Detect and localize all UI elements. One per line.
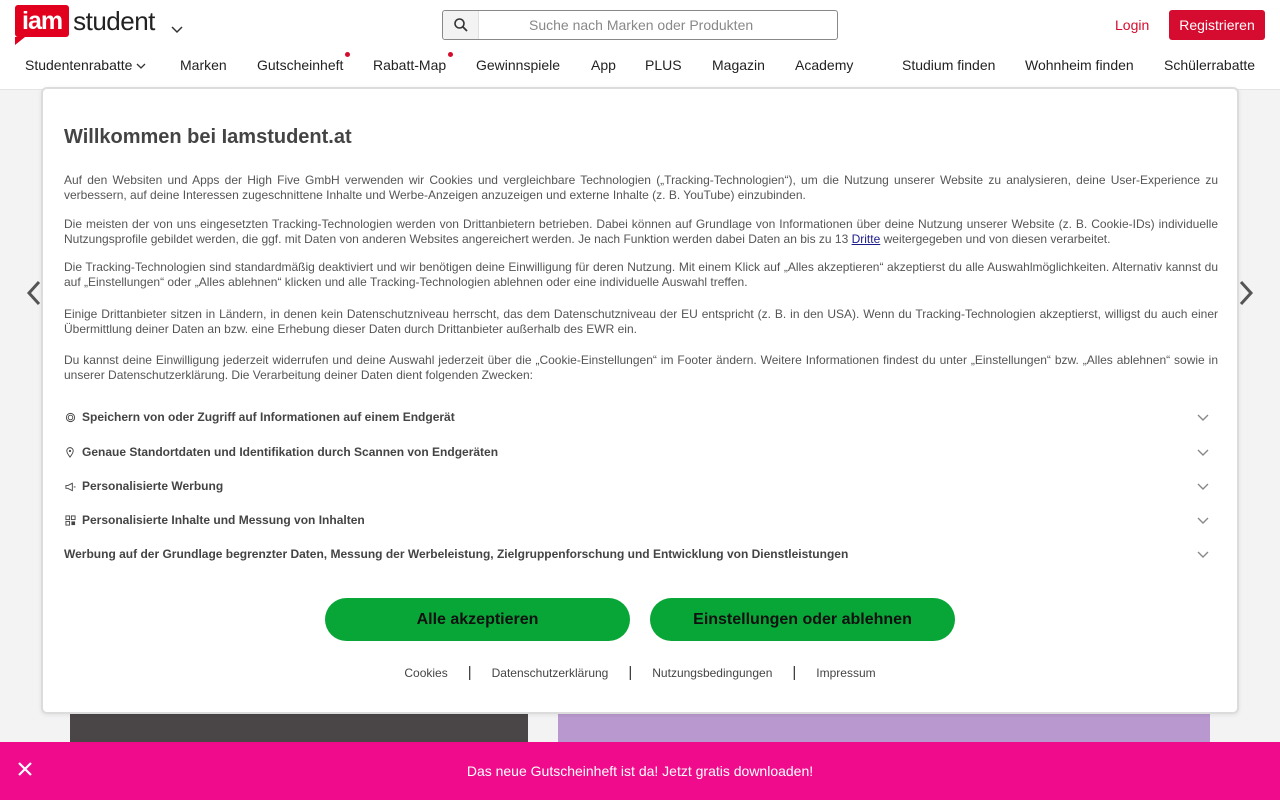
privacy-policy-link[interactable]: Datenschutzerklärung	[491, 665, 609, 680]
nav-item-app[interactable]: App	[591, 57, 616, 73]
accept-all-button[interactable]: Alle akzeptieren	[325, 598, 630, 641]
separator: |	[792, 664, 797, 681]
location-pin-icon	[64, 446, 76, 458]
purpose-label: Werbung auf der Grundlage begrenzter Daten, Messung der Werbeleistung, Zielgruppenforschung und Entwicklung von Dienstleistungen	[64, 547, 849, 561]
nav-label: Rabatt-Map	[373, 57, 447, 73]
dialog-footer-links	[43, 664, 1237, 681]
cookies-link[interactable]: Cookies	[404, 665, 448, 680]
purpose-row-limited-data-ads[interactable]	[64, 544, 1218, 564]
banner-text[interactable]: Das neue Gutscheinheft ist da! Jetzt gratis downloaden!	[466, 763, 814, 779]
new-indicator-dot	[345, 52, 350, 57]
purpose-label: Personalisierte Inhalte und Messung von Inhalten	[82, 513, 365, 527]
nav-item-plus[interactable]: PLUS	[645, 57, 682, 73]
grid-icon	[64, 514, 76, 526]
logo-badge: iam	[15, 5, 69, 37]
nav-item-studentenrabatte[interactable]	[25, 57, 147, 73]
search-icon[interactable]	[443, 11, 479, 39]
site-header	[0, 0, 1280, 90]
login-link[interactable]: Login	[1115, 17, 1150, 33]
megaphone-icon	[64, 480, 76, 492]
chevron-down-icon[interactable]	[1196, 513, 1210, 527]
terms-of-use-link[interactable]: Nutzungsbedingungen	[652, 665, 773, 680]
dialog-title: Willkommen bei Iamstudent.at	[64, 126, 352, 148]
main-nav	[0, 57, 1280, 77]
nav-item-academy[interactable]: Academy	[795, 57, 854, 73]
chevron-down-icon[interactable]	[170, 22, 184, 36]
purpose-label: Speichern von oder Zugriff auf Informationen auf einem Endgerät	[82, 410, 455, 424]
consent-paragraph: Du kannst deine Einwilligung jederzeit widerrufen und deine Auswahl jederzeit über die „Cookie-Einstellungen“ im Footer ändern. Weitere Informationen findest du unter „Einstellungen“ bzw. „Alles ablehnen“ sowie in unserer Datenschutzerklärung. Die Verarbeitung deiner Daten dient folgenden Zwecken:	[64, 353, 1218, 382]
nav-item-gewinnspiele[interactable]: Gewinnspiele	[476, 57, 561, 73]
nav-item-gutscheinheft[interactable]	[257, 57, 343, 73]
search-input[interactable]	[479, 12, 837, 38]
consent-paragraph: Die Tracking-Technologien sind standardmäßig deaktiviert und wir benötigen deine Einwilligung für deren Nutzung. Mit einem Klick auf „Alles akzeptieren“ akzeptierst du alle Auswahlmöglichkeiten. Alternativ kannst du auf „Einstellungen“ oder „Alles ablehnen“ klicken und alle Tracking-Technologien ablehnen oder eine individuelle Auswahl treffen.	[64, 260, 1218, 289]
chevron-down-icon[interactable]	[1196, 410, 1210, 424]
imprint-link[interactable]: Impressum	[816, 665, 876, 680]
nav-item-studium-finden[interactable]: Studium finden	[902, 57, 996, 73]
nav-item-marken[interactable]: Marken	[180, 57, 227, 73]
consent-paragraph: Einige Drittanbieter sitzen in Ländern, in denen kein Datenschutzniveau herrscht, das dem Datenschutzniveau der EU entspricht (z. B. in den USA). Wenn du Tracking-Technologien akzeptierst, willigst du auch einer Übermittlung deiner Daten an bzw. eine Erhebung dieser Daten durch Drittanbieter außerhalb des EWR ein.	[64, 307, 1218, 336]
fingerprint-icon	[64, 411, 76, 423]
chevron-down-icon	[135, 60, 147, 72]
purpose-label: Genaue Standortdaten und Identifikation durch Scannen von Endgeräten	[82, 445, 499, 459]
purpose-row-personalised-content[interactable]	[64, 510, 1218, 530]
nav-item-wohnheim-finden[interactable]: Wohnheim finden	[1025, 57, 1134, 73]
promo-banner[interactable]	[0, 742, 1280, 800]
nav-item-schuelerrabatte[interactable]: Schülerrabatte	[1164, 57, 1256, 73]
nav-label: Gutscheinheft	[257, 57, 344, 73]
new-indicator-dot	[448, 52, 453, 57]
settings-or-reject-button[interactable]: Einstellungen oder ablehnen	[650, 598, 955, 641]
consent-paragraph	[64, 217, 1218, 247]
search-bar	[442, 10, 838, 40]
separator: |	[628, 664, 633, 681]
site-logo[interactable]	[15, 5, 155, 45]
chevron-down-icon[interactable]	[1196, 479, 1210, 493]
register-button[interactable]: Registrieren	[1169, 10, 1265, 40]
nav-item-magazin[interactable]: Magazin	[712, 57, 765, 73]
nav-item-rabatt-map[interactable]	[373, 57, 446, 73]
purpose-label: Personalisierte Werbung	[82, 479, 224, 493]
cookie-consent-dialog	[41, 87, 1239, 714]
nav-label: Studentenrabatte	[25, 57, 133, 73]
chevron-down-icon[interactable]	[1196, 445, 1210, 459]
separator: |	[467, 664, 472, 681]
consent-paragraph: Auf den Websiten und Apps der High Five GmbH verwenden wir Cookies und vergleichbare Technologien („Tracking-Technologien“), um die Nutzung unserer Website zu analysieren, deine User-Experience zu verbessern, auf deine Interessen zugeschnittene Inhalte und Werbe-Anzeigen anzuzeigen und externe Inhalte (z. B. YouTube) einzubinden.	[64, 173, 1218, 202]
chevron-down-icon[interactable]	[1196, 547, 1210, 561]
paragraph-text: Die meisten der von uns eingesetzten Tracking-Technologien werden von Drittanbietern betrieben. Dabei können auf Grundlage von Informationen über deine Nutzung unserer Website (z. B. Cookie-IDs) individuelle Nutzungsprofile gebildet werden, die ggf. mit Daten von anderen Websites angereichert werden. Je nach Funktion werden dabei Daten an bis zu 13	[64, 217, 1218, 246]
paragraph-text: weitergegeben und von diesen verarbeitet.	[880, 232, 1111, 246]
third-parties-link[interactable]: Dritte	[851, 232, 881, 246]
logo-text: student	[73, 6, 155, 36]
purpose-row-device-storage[interactable]	[64, 407, 1218, 427]
purpose-row-personalised-ads[interactable]	[64, 476, 1218, 496]
purpose-row-location[interactable]	[64, 442, 1218, 462]
